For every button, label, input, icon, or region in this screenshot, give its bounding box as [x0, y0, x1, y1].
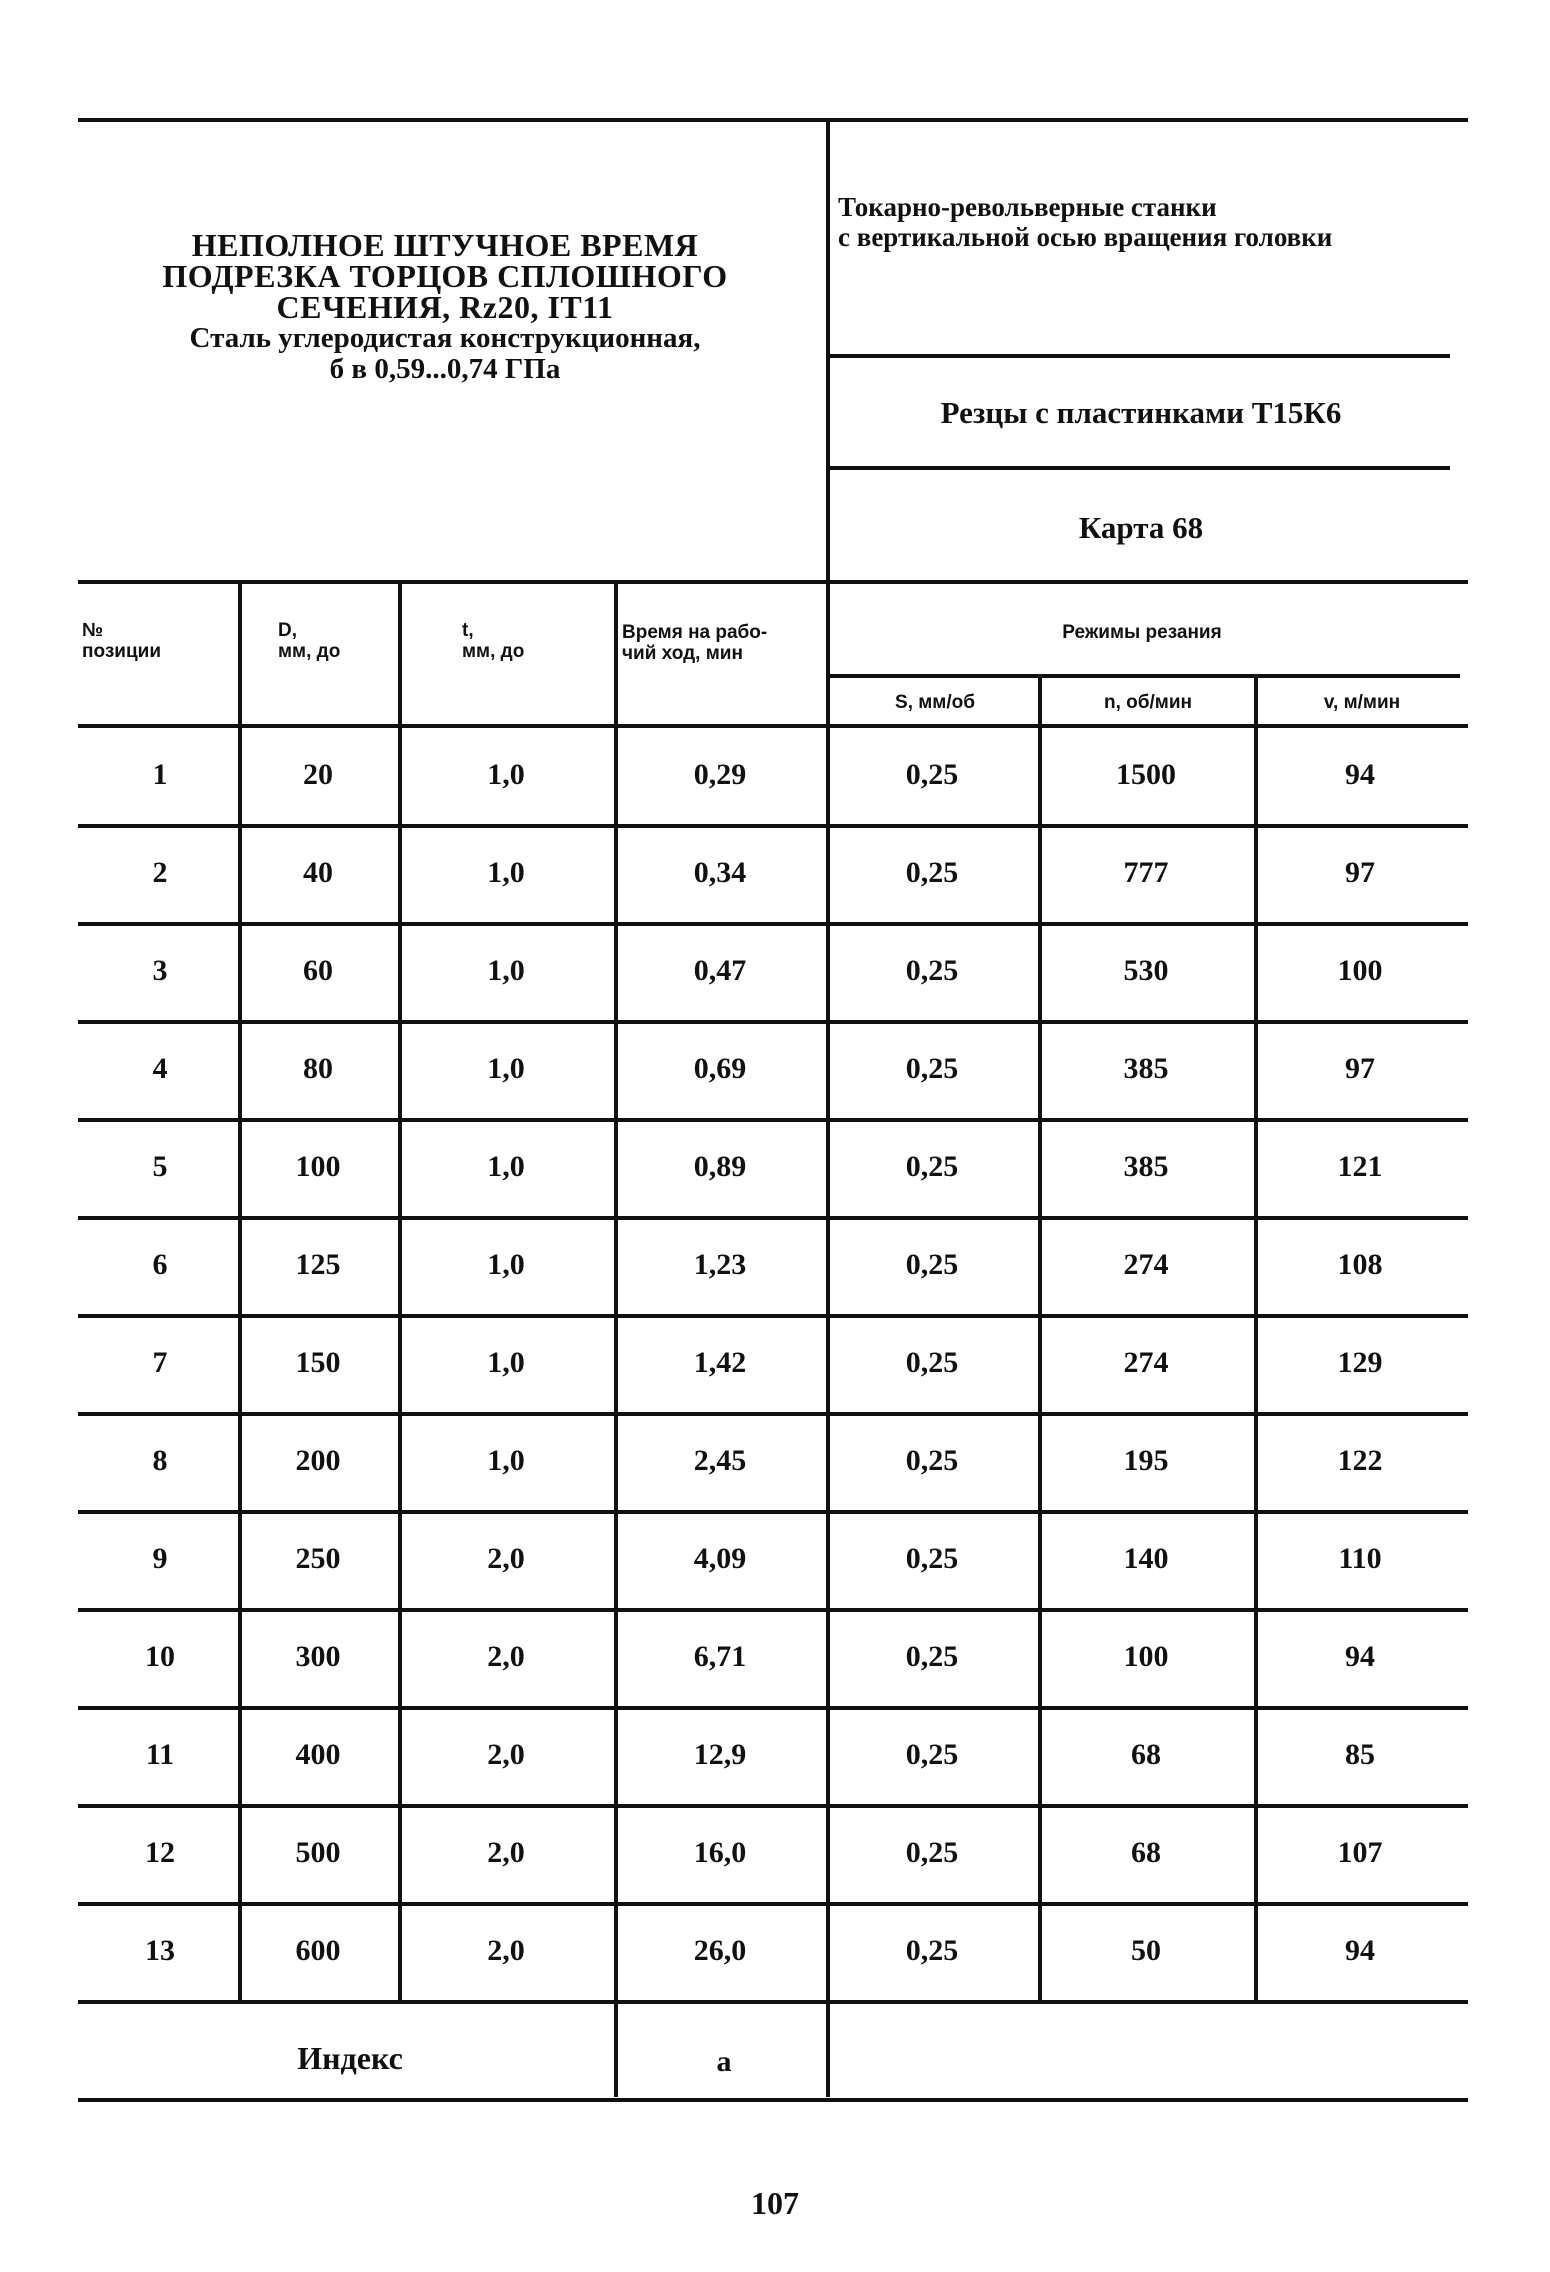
header-position-line-1: № [82, 620, 104, 641]
cell-depth: 2,0 [487, 1738, 525, 1771]
index-value: а [716, 2045, 732, 2078]
header-speed-mmin: v, м/мин [1323, 692, 1401, 713]
cell-position: 12 [145, 1836, 175, 1869]
cell-time: 4,09 [693, 1542, 747, 1575]
cell-time: 0,47 [693, 954, 747, 987]
cell-position: 1 [152, 758, 168, 791]
top-rule [78, 118, 1468, 122]
cell-position: 6 [152, 1248, 168, 1281]
header-time-line-2: чий ход, мин [622, 643, 743, 664]
cell-speed-rpm: 195 [1123, 1444, 1169, 1477]
cell-depth: 1,0 [487, 1444, 525, 1477]
row-rule [78, 1412, 1468, 1416]
cell-speed-mmin: 129 [1337, 1346, 1383, 1379]
machine-line-1: Токарно-револьверные станки [838, 192, 1217, 222]
header-speed-rpm: n, об/мин [1104, 692, 1192, 713]
cell-speed-rpm: 50 [1131, 1934, 1161, 1967]
cell-depth: 2,0 [487, 1836, 525, 1869]
footer-top-rule [78, 2000, 1468, 2004]
cell-speed-rpm: 274 [1123, 1346, 1169, 1379]
footer-bottom-rule [78, 2098, 1468, 2102]
cell-diameter: 500 [295, 1836, 341, 1869]
cell-time: 12,9 [693, 1738, 747, 1771]
row-rule [78, 1216, 1468, 1220]
cell-diameter: 600 [295, 1934, 341, 1967]
cell-depth: 1,0 [487, 1248, 525, 1281]
header-diameter-line-2: мм, до [278, 641, 341, 662]
cell-feed: 0,25 [905, 1052, 959, 1085]
cell-diameter: 20 [303, 758, 333, 791]
header-cutting-modes: Режимы резания [1062, 622, 1222, 643]
row-rule [78, 1608, 1468, 1612]
header-time-line-1: Время на рабо- [622, 622, 768, 643]
cell-speed-rpm: 100 [1123, 1640, 1169, 1673]
modes-rule [830, 674, 1460, 678]
cell-diameter: 125 [295, 1248, 341, 1281]
cell-feed: 0,25 [905, 1836, 959, 1869]
cell-feed: 0,25 [905, 1738, 959, 1771]
cell-depth: 2,0 [487, 1542, 525, 1575]
cell-depth: 1,0 [487, 1150, 525, 1183]
title-line-4: Сталь углеродистая конструкционная, [189, 322, 701, 354]
col-divider-2 [398, 582, 402, 2002]
cell-depth: 1,0 [487, 954, 525, 987]
cell-speed-rpm: 68 [1131, 1836, 1161, 1869]
cell-time: 2,45 [693, 1444, 747, 1477]
cell-feed: 0,25 [905, 1150, 959, 1183]
cell-position: 7 [152, 1346, 168, 1379]
cell-feed: 0,25 [905, 758, 959, 791]
cell-position: 10 [145, 1640, 175, 1673]
header-position-line-2: позиции [82, 641, 161, 662]
tool-type: Резцы с пластинками Т15К6 [940, 395, 1342, 430]
col-divider-3 [614, 582, 618, 2097]
page-number: 107 [751, 2185, 799, 2221]
cell-time: 0,29 [693, 758, 747, 791]
cell-depth: 1,0 [487, 758, 525, 791]
title-line-5: б в 0,59...0,74 ГПа [329, 353, 561, 385]
machine-type [838, 192, 1478, 252]
cell-speed-rpm: 385 [1123, 1052, 1169, 1085]
col-divider-1 [238, 582, 242, 2002]
header-bottom-rule [78, 724, 1468, 728]
cell-diameter: 400 [295, 1738, 341, 1771]
header-time [622, 622, 822, 664]
cell-speed-mmin: 107 [1337, 1836, 1383, 1869]
header-diameter [278, 620, 393, 662]
cell-speed-rpm: 1500 [1116, 758, 1176, 791]
cell-depth: 1,0 [487, 856, 525, 889]
cell-speed-rpm: 777 [1123, 856, 1169, 889]
cell-diameter: 200 [295, 1444, 341, 1477]
cell-time: 0,34 [693, 856, 747, 889]
title-line-1: НЕПОЛНОЕ ШТУЧНОЕ ВРЕМЯ [191, 227, 699, 263]
cell-diameter: 80 [303, 1052, 333, 1085]
header-diameter-line-1: D, [278, 620, 297, 641]
cell-position: 4 [152, 1052, 168, 1085]
header-position [82, 620, 232, 662]
cell-time: 6,71 [693, 1640, 747, 1673]
cell-diameter: 300 [295, 1640, 341, 1673]
cell-speed-mmin: 94 [1345, 1640, 1375, 1673]
cell-speed-mmin: 110 [1338, 1542, 1382, 1575]
cell-feed: 0,25 [905, 954, 959, 987]
cell-time: 1,23 [693, 1248, 747, 1281]
row-rule [78, 922, 1468, 926]
cell-feed: 0,25 [905, 1934, 959, 1967]
cell-position: 2 [152, 856, 168, 889]
cell-speed-mmin: 121 [1337, 1150, 1383, 1183]
cell-speed-rpm: 385 [1123, 1150, 1169, 1183]
cell-time: 26,0 [693, 1934, 747, 1967]
cell-position: 9 [152, 1542, 168, 1575]
cell-speed-rpm: 530 [1123, 954, 1169, 987]
machine-line-2: с вертикальной осью вращения головки [838, 222, 1333, 252]
header-depth [462, 620, 607, 662]
cell-feed: 0,25 [905, 1248, 959, 1281]
cell-diameter: 250 [295, 1542, 341, 1575]
cell-depth: 1,0 [487, 1052, 525, 1085]
cell-feed: 0,25 [905, 1444, 959, 1477]
title-line-3: СЕЧЕНИЯ, Rz20, IT11 [276, 289, 614, 325]
row-rule [78, 1118, 1468, 1122]
cell-diameter: 100 [295, 1150, 341, 1183]
cell-position: 13 [145, 1934, 175, 1967]
cell-speed-mmin: 94 [1345, 1934, 1375, 1967]
cell-position: 8 [152, 1444, 168, 1477]
cell-speed-rpm: 68 [1131, 1738, 1161, 1771]
cell-position: 11 [145, 1738, 175, 1771]
cell-time: 1,42 [693, 1346, 747, 1379]
cell-speed-rpm: 140 [1123, 1542, 1169, 1575]
cell-speed-mmin: 122 [1337, 1444, 1383, 1477]
row-rule [78, 1706, 1468, 1710]
cell-speed-mmin: 85 [1345, 1738, 1375, 1771]
cell-depth: 2,0 [487, 1640, 525, 1673]
cell-feed: 0,25 [905, 856, 959, 889]
title-block [80, 227, 810, 385]
header-depth-line-1: t, [462, 620, 474, 641]
index-label: Индекс [297, 2040, 403, 2076]
cell-speed-mmin: 97 [1345, 1052, 1375, 1085]
machine-rule [828, 354, 1450, 358]
cell-depth: 1,0 [487, 1346, 525, 1379]
cell-time: 16,0 [693, 1836, 747, 1869]
tool-rule [828, 466, 1450, 470]
cell-feed: 0,25 [905, 1640, 959, 1673]
row-rule [78, 824, 1468, 828]
card-number: Карта 68 [1078, 510, 1204, 545]
cell-time: 0,89 [693, 1150, 747, 1183]
cell-speed-mmin: 94 [1345, 758, 1375, 791]
row-rule [78, 1314, 1468, 1318]
cell-feed: 0,25 [905, 1542, 959, 1575]
cell-depth: 2,0 [487, 1934, 525, 1967]
cell-position: 5 [152, 1150, 168, 1183]
header-feed: S, мм/об [895, 692, 975, 713]
cell-feed: 0,25 [905, 1346, 959, 1379]
title-line-2: ПОДРЕЗКА ТОРЦОВ СПЛОШНОГО [162, 258, 728, 294]
cell-speed-mmin: 97 [1345, 856, 1375, 889]
cell-diameter: 40 [303, 856, 333, 889]
col-divider-4 [826, 582, 830, 2097]
row-rule [78, 1902, 1468, 1906]
cell-speed-rpm: 274 [1123, 1248, 1169, 1281]
cell-position: 3 [152, 954, 168, 987]
cell-diameter: 150 [295, 1346, 341, 1379]
cell-speed-mmin: 100 [1337, 954, 1383, 987]
row-rule [78, 1020, 1468, 1024]
cell-diameter: 60 [303, 954, 333, 987]
header-depth-line-2: мм, до [462, 641, 525, 662]
cell-speed-mmin: 108 [1337, 1248, 1383, 1281]
cell-time: 0,69 [693, 1052, 747, 1085]
table-top-rule [78, 580, 1468, 584]
row-rule [78, 1804, 1468, 1808]
row-rule [78, 1510, 1468, 1514]
